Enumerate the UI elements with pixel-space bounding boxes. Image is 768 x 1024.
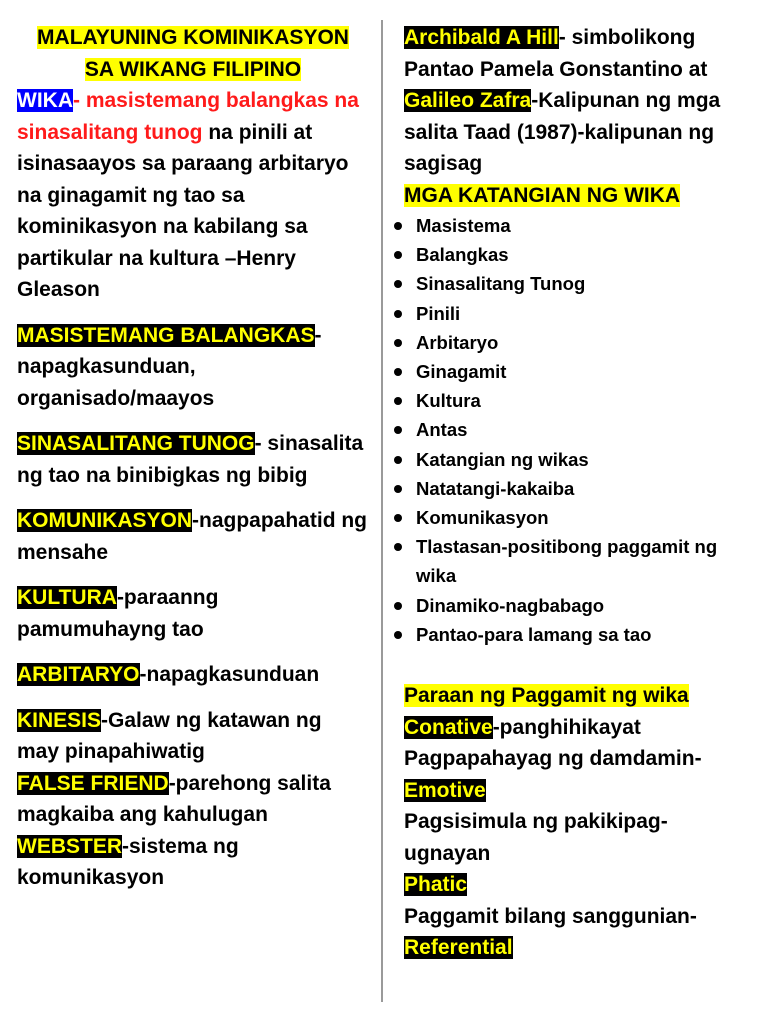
paraan-heading-text: Paraan ng Paggamit ng wika	[404, 684, 689, 708]
author-hill: Archibald A Hill	[404, 26, 559, 49]
bullet-icon	[394, 543, 402, 551]
list-item-label: Pantao-para lamang sa tao	[416, 623, 652, 645]
bullet-icon	[394, 514, 402, 522]
list-item-label: Tlastasan-positibong paggamit ng wika	[416, 536, 718, 587]
function-term: Emotive	[404, 778, 486, 802]
definition-text: -Galaw ng katawan ng may pinapahiwatig	[17, 708, 322, 763]
function-referential	[404, 901, 752, 964]
function-text: Pagpapahayag ng damdamin-	[404, 747, 702, 771]
definition-false-friend	[17, 768, 369, 831]
definition-masistemang-balangkas	[17, 320, 369, 415]
bullet-icon	[394, 280, 402, 288]
bullet-icon	[394, 485, 402, 493]
definition-term: WEBSTER	[17, 834, 122, 858]
list-item	[404, 211, 752, 240]
list-item	[404, 445, 752, 474]
list-item	[404, 474, 752, 503]
bullet-icon	[394, 456, 402, 464]
katangian-heading	[404, 180, 752, 212]
bullet-icon	[394, 339, 402, 347]
wika-red-text: - masistemang balangkas na sinasalitang tunog	[17, 89, 359, 144]
definition-kultura	[17, 582, 369, 645]
wika-definition	[17, 85, 369, 306]
list-item	[404, 357, 752, 386]
definition-text: -parehong salita magkaiba ang kahulugan	[17, 771, 331, 826]
list-item-label: Ginagamit	[416, 361, 507, 383]
list-item-label: Antas	[416, 419, 468, 441]
wika-term: WIKA	[17, 89, 73, 112]
definition-text: -napagkasunduan	[139, 663, 320, 686]
list-item	[404, 620, 752, 649]
function-conative	[404, 712, 752, 744]
list-item-label: Arbitaryo	[416, 331, 499, 353]
definition-term: KULTURA	[17, 586, 117, 609]
list-item-label: Kultura	[416, 390, 481, 412]
list-item-label: Masistema	[416, 215, 511, 236]
title-line-2: SA WIKANG FILIPINO	[84, 57, 302, 81]
column-divider	[381, 20, 383, 1002]
list-item	[404, 328, 752, 357]
definition-text: - sinasalita ng tao na binibigkas ng bibig	[17, 432, 364, 487]
definition-text: -nagpapahatid ng mensahe	[17, 509, 368, 564]
bullet-icon	[394, 631, 402, 639]
list-item	[404, 415, 752, 444]
definition-sinasalitang-tunog	[17, 428, 369, 491]
function-text: -panghihikayat	[492, 715, 641, 739]
author-zafra: Galileo Zafra	[404, 89, 532, 112]
section-spacer	[404, 649, 752, 680]
function-text: Paggamit bilang sanggunian-	[404, 904, 697, 928]
list-item-label: Pinili	[416, 302, 461, 324]
list-item-label: Natatangi-kakaiba	[416, 477, 575, 499]
definition-webster	[17, 831, 369, 894]
function-term: Referential	[404, 936, 513, 960]
extra-definitions	[17, 705, 369, 894]
list-item-label: Katangian ng wikas	[416, 448, 589, 470]
function-term: Phatic	[404, 873, 468, 897]
list-item	[404, 299, 752, 328]
function-emotive	[404, 743, 752, 806]
list-item	[404, 240, 752, 269]
list-item	[404, 591, 752, 620]
definition-text: -paraanng pamumuhayng tao	[17, 586, 219, 641]
katangian-heading-text: MGA KATANGIAN NG WIKA	[404, 183, 681, 207]
definition-komunikasyon	[17, 505, 369, 568]
list-item-label: Komunikasyon	[416, 507, 549, 529]
bullet-icon	[394, 602, 402, 610]
bullet-icon	[394, 251, 402, 259]
bullet-icon	[394, 426, 402, 434]
bullet-icon	[394, 310, 402, 318]
left-column	[17, 22, 369, 894]
list-item-label: Sinasalitang Tunog	[416, 273, 586, 295]
list-item-label: Balangkas	[416, 244, 509, 266]
definition-text: -sistema ng komunikasyon	[17, 834, 239, 889]
definition-term: ARBITARYO	[17, 663, 140, 686]
list-item	[404, 386, 752, 415]
bullet-icon	[394, 397, 402, 405]
definition-kinesis	[17, 705, 369, 768]
page-title	[17, 22, 369, 85]
function-phatic	[404, 806, 752, 901]
katangian-list	[404, 211, 752, 649]
list-item	[404, 532, 752, 590]
bullet-icon	[394, 222, 402, 230]
title-line-1: MALAYUNING KOMINIKASYON	[37, 26, 349, 49]
definition-term: KOMUNIKASYON	[17, 509, 193, 532]
author-zafra-text: -Kalipunan ng mga salita Taad (1987)-kalipunan ng sagisag	[404, 89, 721, 175]
paraan-section	[404, 680, 752, 964]
definition-term: FALSE FRIEND	[17, 771, 169, 795]
definition-term: KINESIS	[17, 708, 102, 732]
list-item	[404, 269, 752, 298]
right-column	[404, 22, 752, 964]
paraan-heading	[404, 680, 752, 712]
wika-rest-text: na pinili at isinasaayos sa paraang arbitaryo na ginagamit ng tao sa kominikasyon na kabilang sa partikular na kultura –Henry Gleason	[17, 120, 349, 301]
list-item-label: Dinamiko-nagbabago	[416, 594, 605, 616]
definition-text: - napagkasunduan, organisado/maayos	[17, 323, 322, 410]
list-item	[404, 503, 752, 532]
definition-term: SINASALITANG TUNOG	[17, 432, 255, 455]
function-text: Pagsisimula ng pakikipag-ugnayan	[404, 810, 668, 865]
definition-arbitaryo	[17, 659, 369, 691]
bullet-icon	[394, 368, 402, 376]
authors-definitions	[404, 22, 752, 180]
author-hill-text: - simbolikong Pantao Pamela Gonstantino at	[404, 26, 708, 81]
function-term: Conative	[404, 715, 493, 739]
definition-term: MASISTEMANG BALANGKAS	[17, 323, 315, 347]
